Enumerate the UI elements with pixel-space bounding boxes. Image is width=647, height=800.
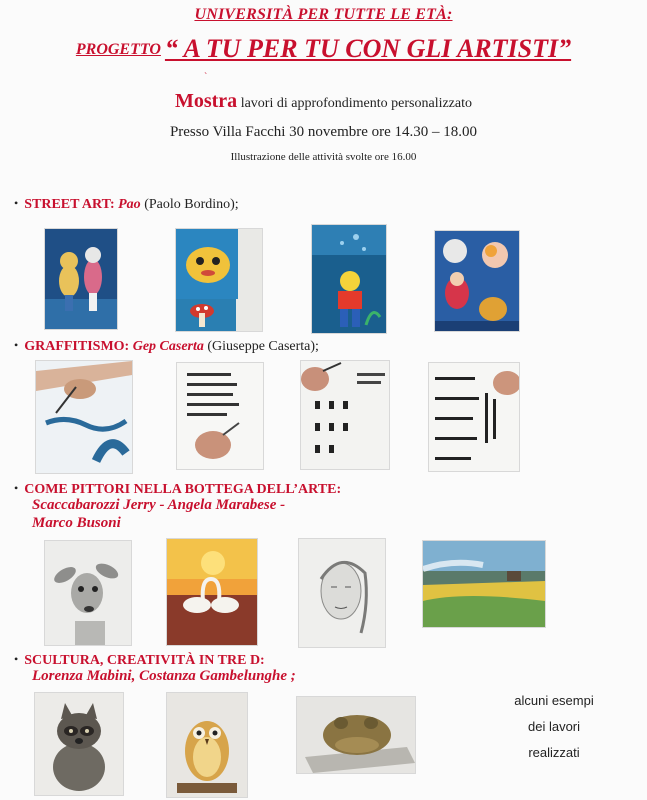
illustration-time-line: Illustrazione delle attività svolte ore 16.00	[230, 151, 417, 163]
toad-sculpture	[296, 696, 416, 774]
caption-line-1: alcuni esempi	[514, 693, 594, 708]
header-university-title: UNIVERSITÀ PER TUTTE LE ETÀ:	[194, 6, 453, 23]
header-project-line	[0, 34, 647, 64]
bullet: •	[14, 481, 19, 495]
artist-fullname: (Paolo Bordino);	[144, 197, 239, 212]
bullet: •	[14, 652, 19, 666]
project-label: PROGETTO	[75, 41, 161, 58]
project-title: “ A TU PER TU CON GLI ARTISTI”	[164, 34, 572, 63]
artist-name: Gep Caserta	[132, 339, 204, 354]
bottega-artists-line-2: Marco Busoni	[32, 515, 121, 531]
stray-mark: `	[204, 72, 208, 83]
swans-sunset-painting	[166, 538, 258, 646]
artist-name: Pao	[118, 197, 141, 212]
section-label: COME PITTORI NELLA BOTTEGA DELL’ARTE:	[24, 482, 342, 497]
section-graffitismo-heading	[14, 338, 319, 355]
section-bottega-heading	[14, 481, 341, 498]
woman-portrait-sketch	[298, 538, 386, 648]
artist-fullname: (Giuseppe Caserta);	[207, 339, 319, 354]
scultura-artists-line: Lorenza Mabini, Costanza Gambelunghe ;	[32, 668, 296, 684]
street-art-cat-dog-panel	[44, 228, 118, 330]
raccoon-sculpture	[34, 692, 124, 796]
section-street-art-heading	[14, 196, 239, 213]
bullet: •	[14, 338, 19, 352]
bullet: •	[14, 196, 19, 210]
caption-line-2: dei lavori	[527, 719, 581, 734]
mostra-description: lavori di approfondimento personalizzato	[240, 96, 473, 111]
section-label: GRAFFITISMO:	[24, 339, 130, 354]
street-art-lego-figure-panel	[311, 224, 387, 334]
section-label: SCULTURA, CREATIVITÀ IN TRE D:	[24, 653, 265, 668]
mostra-line	[0, 90, 647, 113]
calligraphy-letter-sheet	[176, 362, 264, 470]
street-art-cartoon-creature-panel	[175, 228, 263, 332]
examples-caption	[488, 688, 620, 766]
owl-sculpture	[166, 692, 248, 798]
section-scultura-heading	[14, 652, 265, 669]
bottega-artists-line-1: Scaccabarozzi Jerry - Angela Marabese -	[32, 497, 286, 513]
venue-date-line: Presso Villa Facchi 30 novembre ore 14.30 – 18.00	[169, 124, 478, 140]
caption-line-3: realizzati	[528, 745, 580, 760]
landscape-field-painting	[422, 540, 546, 628]
section-label: STREET ART:	[24, 197, 115, 212]
calligraphy-pen-work	[35, 360, 133, 474]
street-art-space-characters-panel	[434, 230, 520, 332]
mostra-word: Mostra	[174, 90, 238, 112]
calligraphy-writing-lines	[428, 362, 520, 472]
calligraphy-practice-letters	[300, 360, 390, 470]
fawn-pencil-drawing	[44, 540, 132, 646]
